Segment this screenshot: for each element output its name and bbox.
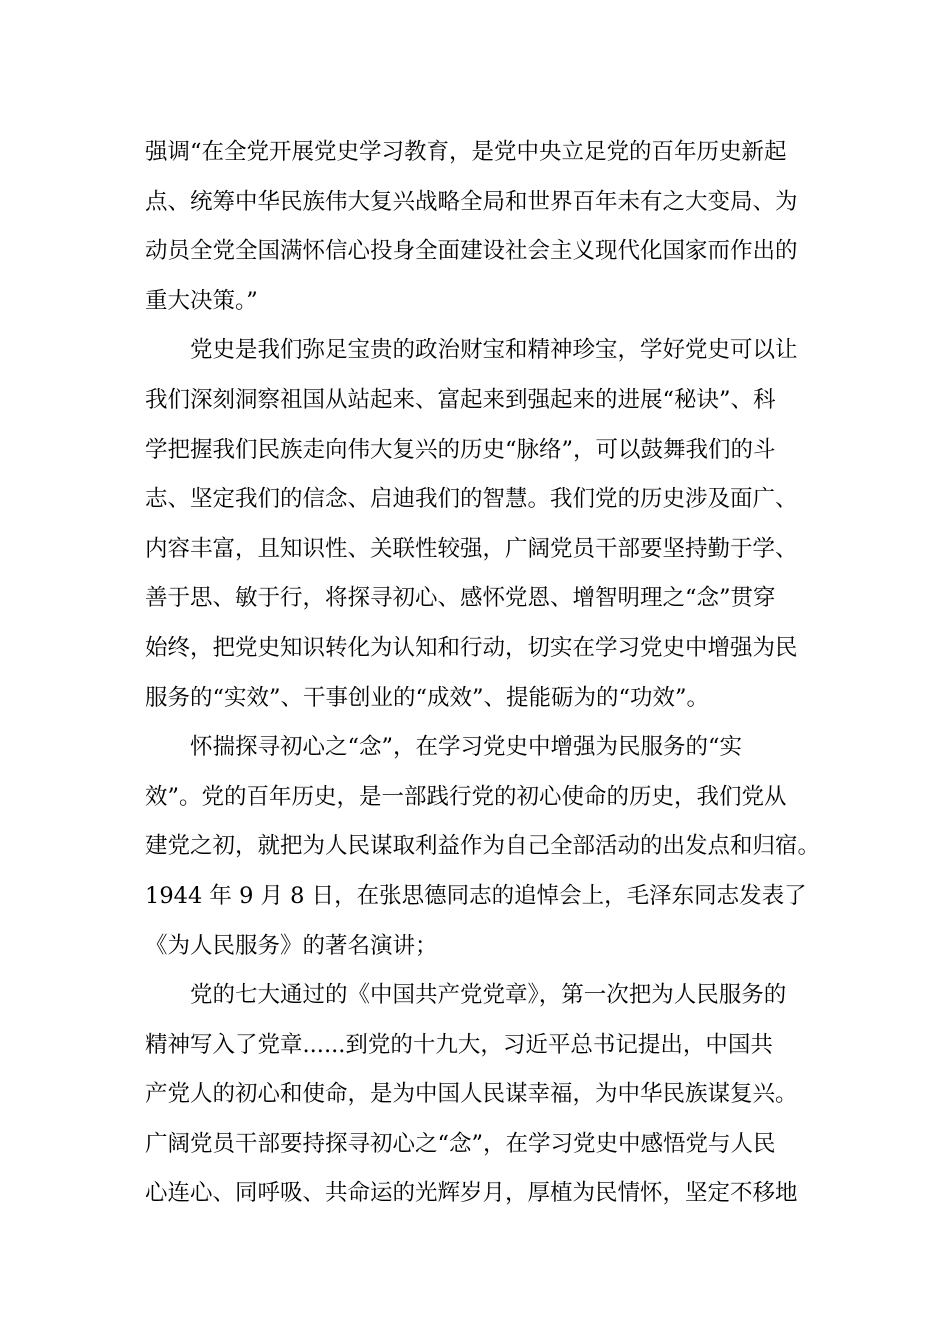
- text-line: 建党之初，就把为人民谋取利益作为自己全部活动的出发点和归宿。: [145, 833, 821, 860]
- text-line: 1944 年 9 月 8 日，在张思德同志的追悼会上，毛泽东同志发表了: [145, 882, 807, 909]
- text-line: 服务的“实效”、干事创业的“成效”、提能砺为的“功效”。: [145, 684, 710, 711]
- text-line: 广阔党员干部要持探寻初心之“念”，在学习党史中感悟党与人民: [145, 1130, 776, 1157]
- text-line: 点、统筹中华民族伟大复兴战略全局和世界百年未有之大变局、为: [145, 188, 798, 215]
- text-line: 党的七大通过的《中国共产党党章》，第一次把为人民服务的: [190, 982, 787, 1009]
- text-line: 心连心、同呼吸、共命运的光辉岁月，厚植为民情怀，坚定不移地: [145, 1180, 798, 1207]
- text-line: 志、坚定我们的信念、启迪我们的智慧。我们党的历史涉及面广、: [145, 486, 798, 513]
- text-line: 强调“在全党开展党史学习教育，是党中央立足党的百年历史新起: [145, 139, 787, 165]
- text-line: 产党人的初心和使命，是为中国人民谋幸福，为中华民族谋复兴。: [145, 1081, 798, 1108]
- text-line: 重大决策。”: [145, 287, 258, 314]
- text-line: 动员全党全国满怀信心投身全面建设社会主义现代化国家而作出的: [145, 238, 798, 265]
- text-line: 效”。党的百年历史，是一部践行党的初心使命的历史，我们党从: [145, 783, 787, 810]
- text-line: 内容丰富，且知识性、关联性较强，广阔党员干部要坚持勤于学、: [145, 535, 798, 562]
- text-line: 我们深刻洞察祖国从站起来、富起来到强起来的进展“秘诀”、科: [145, 386, 776, 413]
- text-line: 善于思、敏于行，将探寻初心、感怀党恩、增智明理之“念”贯穿: [145, 585, 776, 612]
- text-line: 精神写入了党章......到党的十九大，习近平总书记提出，中国共: [145, 1031, 773, 1058]
- text-line: 党史是我们弥足宝贵的政治财宝和精神珍宝，学好党史可以让: [190, 337, 798, 364]
- text-line: 怀揣探寻初心之“念”，在学习党史中增强为民服务的“实: [190, 734, 743, 761]
- text-line: 学把握我们民族走向伟大复兴的历史“脉络”，可以鼓舞我们的斗: [145, 436, 776, 463]
- body-text: [145, 128, 825, 1219]
- text-line: 始终，把党史知识转化为认知和行动，切实在学习党史中增强为民: [145, 634, 798, 661]
- text-line: 《为人民服务》的著名演讲；: [145, 932, 438, 959]
